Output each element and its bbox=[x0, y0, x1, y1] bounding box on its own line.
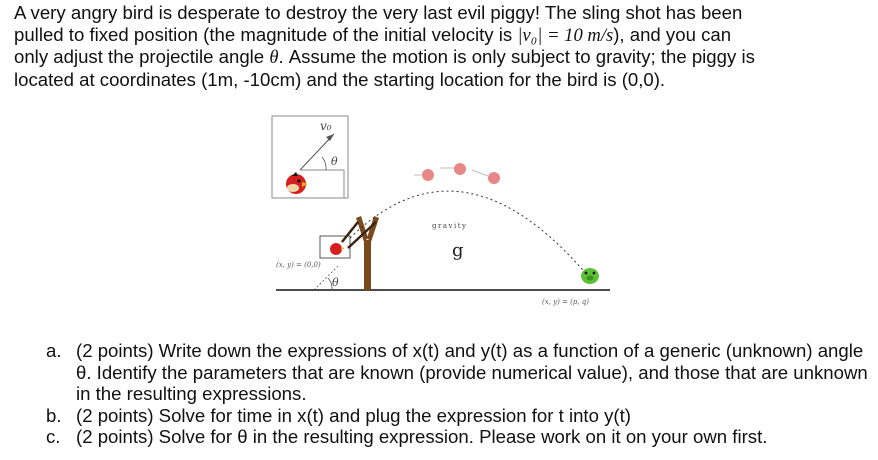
statement-line-4: located at coordinates (1m, -10cm) and the starting location for the bird is (0,0). bbox=[14, 68, 666, 90]
bird-icon bbox=[330, 243, 345, 255]
question-marker: c. bbox=[46, 426, 61, 448]
bird-icon bbox=[472, 170, 500, 184]
statement-line-2 bbox=[14, 24, 872, 47]
inset-theta-label: θ bbox=[331, 155, 338, 168]
bird-icon bbox=[440, 163, 466, 175]
question-text: (2 points) Solve for time in x(t) and plug the expression for t into y(t) bbox=[76, 404, 631, 426]
question-item bbox=[46, 405, 872, 427]
statement-text: . Assume the motion is only subject to gravity; the piggy is bbox=[278, 46, 755, 68]
angry-birds-figure bbox=[262, 110, 622, 310]
bird-icon bbox=[286, 172, 308, 194]
statement-text: pulled to fixed position (the magnitude of the initial velocity is bbox=[14, 23, 518, 45]
question-text: (2 points) Write down the expressions of x(t) and y(t) as a function of a generic (unknown) angle θ. Identify the parameters that are known (provide numerical value), and those that are unknown in the resulting expressions. bbox=[76, 340, 868, 405]
velocity-arrowhead bbox=[326, 134, 334, 141]
figure-canvas bbox=[262, 110, 622, 310]
g-symbol: g bbox=[452, 240, 464, 261]
ground-theta-label: θ bbox=[332, 276, 339, 289]
slingshot-icon bbox=[342, 216, 379, 290]
bird-icon bbox=[414, 169, 434, 181]
question-item bbox=[46, 426, 872, 448]
statement-text: only adjust the projectile angle bbox=[14, 46, 270, 68]
statement-text: ), and you can bbox=[613, 23, 732, 45]
velocity-formula: |v₀| = 10 m/s bbox=[517, 24, 614, 46]
trajectory-path bbox=[350, 191, 588, 276]
start-coordinate-label: (x, y) = (0,0) bbox=[276, 261, 321, 269]
v0-label: v₀ bbox=[320, 119, 332, 133]
inset-angle-arc bbox=[322, 157, 326, 170]
gravity-label: gravity bbox=[432, 222, 468, 230]
question-marker: a. bbox=[46, 340, 62, 361]
question-item bbox=[46, 340, 872, 405]
statement-line-3 bbox=[14, 46, 872, 69]
problem-statement bbox=[14, 2, 872, 90]
theta-symbol: θ bbox=[269, 47, 279, 69]
question-list bbox=[46, 340, 872, 448]
pig-icon bbox=[581, 268, 599, 284]
statement-line-1: A very angry bird is desperate to destroy the very last evil piggy! The sling shot has been bbox=[14, 2, 743, 23]
question-text: (2 points) Solve for θ in the resulting expression. Please work on it on your own first. bbox=[76, 426, 768, 448]
end-coordinate-label: (x, y) = (p, q) bbox=[542, 298, 590, 306]
question-marker: b. bbox=[46, 404, 62, 426]
